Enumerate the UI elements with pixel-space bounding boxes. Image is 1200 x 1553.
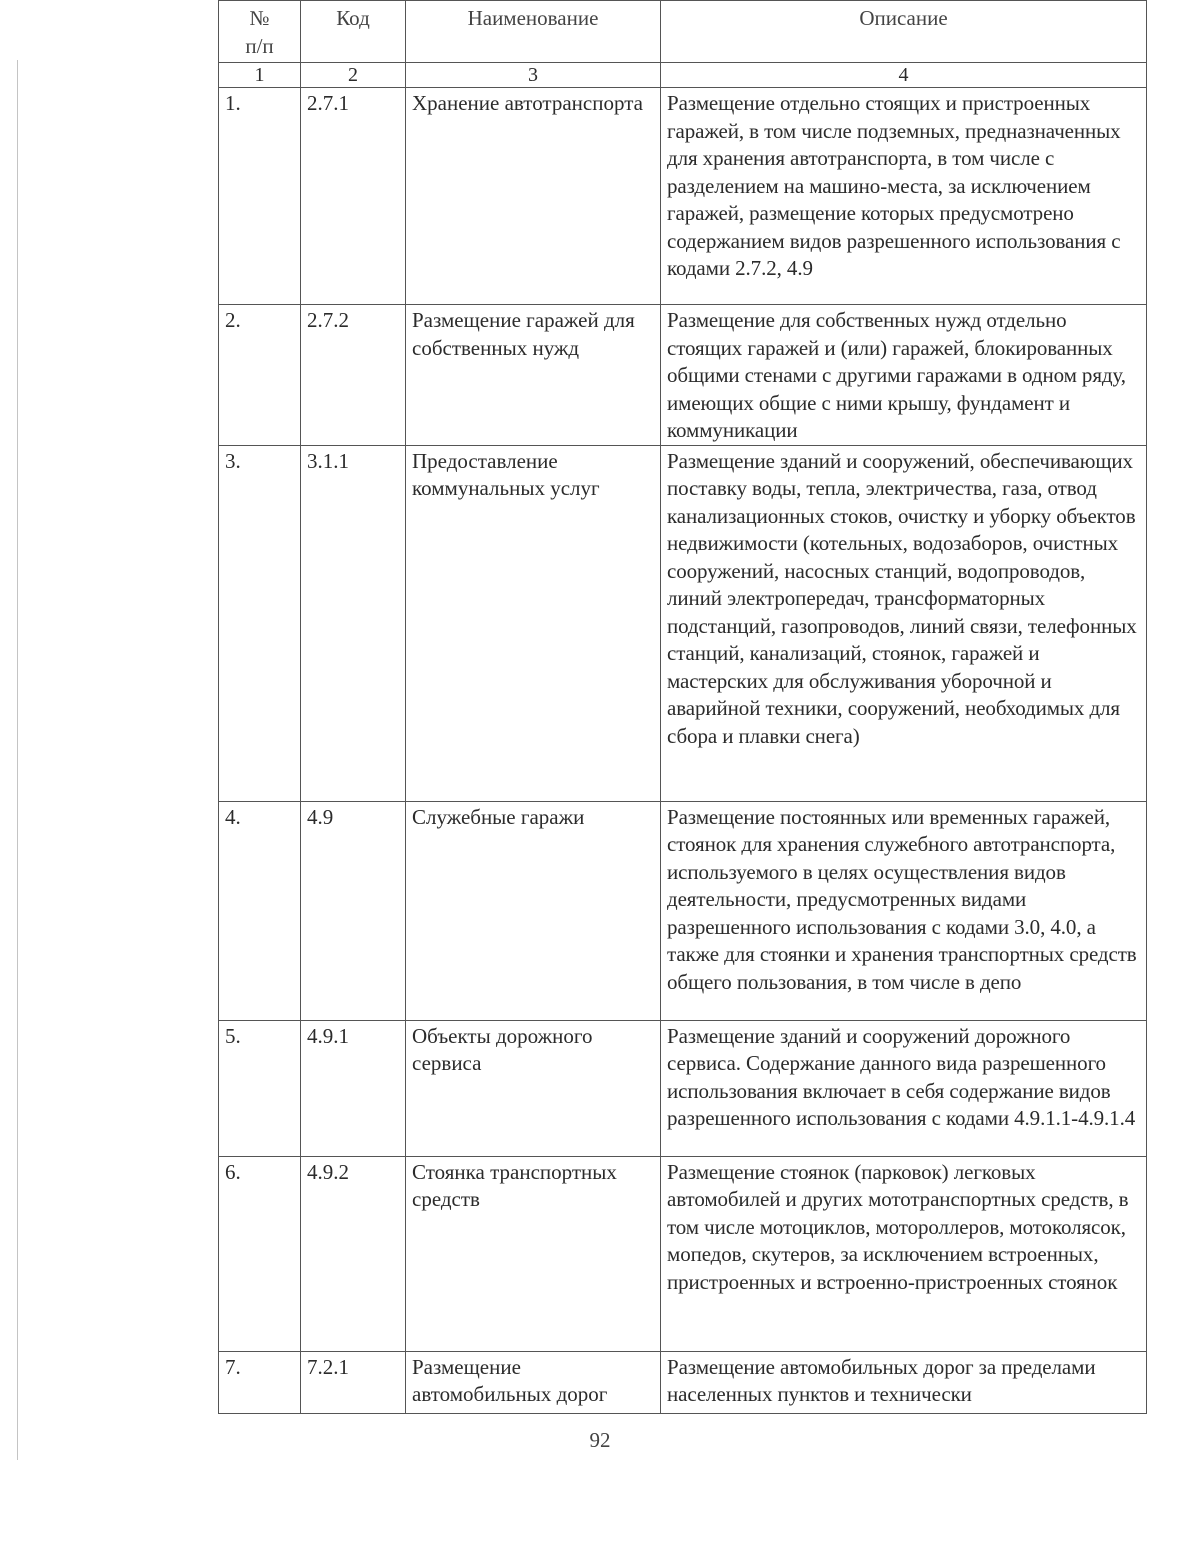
header-name: Наименование bbox=[406, 1, 661, 63]
row-number: 5. bbox=[219, 1020, 301, 1156]
row-name: Размещение автомобильных дорог bbox=[406, 1351, 661, 1413]
row-number: 4. bbox=[219, 801, 301, 1020]
row-code: 2.7.1 bbox=[301, 88, 406, 305]
land-use-table bbox=[218, 0, 1147, 1414]
table-row bbox=[219, 1156, 1147, 1351]
column-number: 2 bbox=[301, 63, 406, 88]
header-number: № п/п bbox=[219, 1, 301, 63]
table-header-row bbox=[219, 1, 1147, 63]
page-number: 92 bbox=[589, 1428, 611, 1452]
row-name: Хранение автотранспорта bbox=[406, 88, 661, 305]
column-number: 1 bbox=[219, 63, 301, 88]
row-code: 2.7.2 bbox=[301, 305, 406, 446]
row-name: Стоянка транспортных средств bbox=[406, 1156, 661, 1351]
row-description: Размещение для собственных нужд отдельно стоящих гаражей и (или) гаражей, блокированных общими стенами с другими гаражами в одном ряду, имеющих общие с ними крышу, фундамент и коммуникации bbox=[661, 305, 1147, 446]
header-description: Описание bbox=[661, 1, 1147, 63]
row-name: Служебные гаражи bbox=[406, 801, 661, 1020]
column-number: 4 bbox=[661, 63, 1147, 88]
row-number: 3. bbox=[219, 445, 301, 801]
table-row bbox=[219, 305, 1147, 446]
header-code: Код bbox=[301, 1, 406, 63]
row-name: Размещение гаражей для собственных нужд bbox=[406, 305, 661, 446]
row-number: 2. bbox=[219, 305, 301, 446]
row-number: 1. bbox=[219, 88, 301, 305]
row-number: 6. bbox=[219, 1156, 301, 1351]
scan-edge bbox=[17, 60, 18, 1460]
row-description: Размещение постоянных или временных гаражей, стоянок для хранения служебного автотранспорта, используемого в целях осуществления видов деятельности, предусмотренных видами разрешенного использования с кодами 3.0, 4.0, а также для стоянки и хранения транспортных средств общего пользования, в том числе в депо bbox=[661, 801, 1147, 1020]
row-code: 4.9.2 bbox=[301, 1156, 406, 1351]
table-row bbox=[219, 88, 1147, 305]
row-name: Объекты дорожного сервиса bbox=[406, 1020, 661, 1156]
row-code: 4.9 bbox=[301, 801, 406, 1020]
table-row bbox=[219, 1020, 1147, 1156]
row-code: 4.9.1 bbox=[301, 1020, 406, 1156]
row-description: Размещение стоянок (парковок) легковых автомобилей и других мототранспортных средств, в том числе мотоциклов, мотороллеров, мотоколясок, мопедов, скутеров, за исключением встроенных, пристроенных и встроенно-пристроенных стоянок bbox=[661, 1156, 1147, 1351]
column-number-row bbox=[219, 63, 1147, 88]
row-code: 7.2.1 bbox=[301, 1351, 406, 1413]
row-number: 7. bbox=[219, 1351, 301, 1413]
table-row bbox=[219, 1351, 1147, 1413]
table-row bbox=[219, 801, 1147, 1020]
row-description: Размещение зданий и сооружений дорожного сервиса. Содержание данного вида разрешенного использования включает в себя содержание видов разрешенного использования с кодами 4.9.1.1-4.9.1.4 bbox=[661, 1020, 1147, 1156]
row-name: Предоставление коммунальных услуг bbox=[406, 445, 661, 801]
row-description: Размещение отдельно стоящих и пристроенных гаражей, в том числе подземных, предназначенных для хранения автотранспорта, в том числе с разделением на машино-места, за исключением гаражей, размещение которых предусмотрено содержанием видов разрешенного использования с кодами 2.7.2, 4.9 bbox=[661, 88, 1147, 305]
table-body bbox=[219, 88, 1147, 1414]
row-code: 3.1.1 bbox=[301, 445, 406, 801]
table-row bbox=[219, 445, 1147, 801]
row-description: Размещение автомобильных дорог за пределами населенных пунктов и технически bbox=[661, 1351, 1147, 1413]
column-number: 3 bbox=[406, 63, 661, 88]
row-description: Размещение зданий и сооружений, обеспечивающих поставку воды, тепла, электричества, газа, отвод канализационных стоков, очистку и уборку объектов недвижимости (котельных, водозаборов, очистных сооружений, насосных станций, водопроводов, линий электропередач, трансформаторных подстанций, газопроводов, линий связи, телефонных станций, канализаций, стоянок, гаражей и мастерских для обслуживания уборочной и аварийной техники, сооружений, необходимых для сбора и плавки снега) bbox=[661, 445, 1147, 801]
